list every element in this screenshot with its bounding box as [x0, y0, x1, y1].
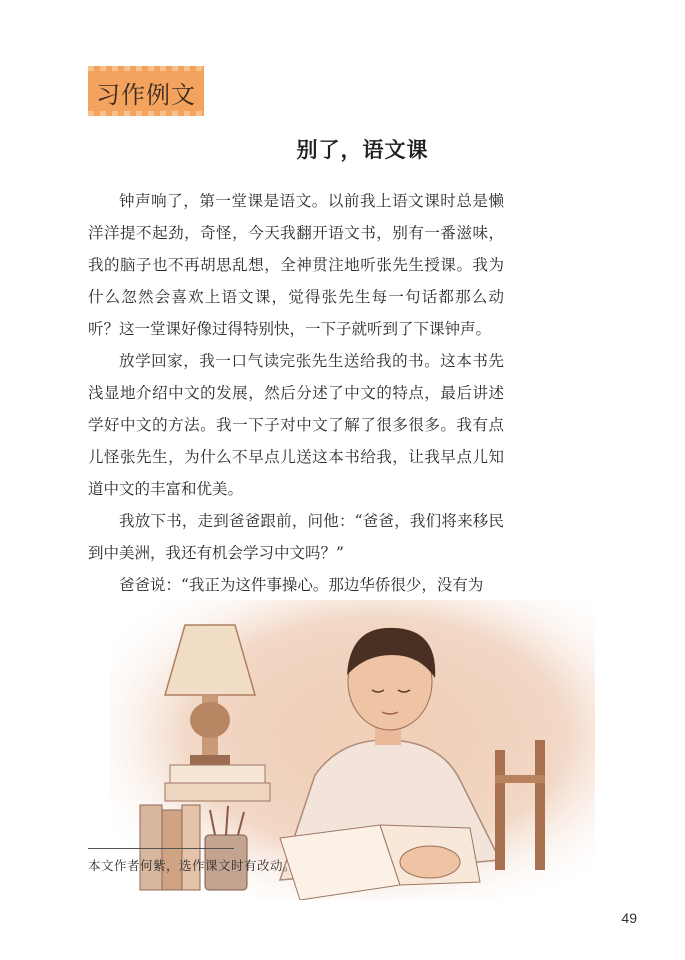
footnote-divider: [88, 848, 234, 849]
paragraph-2: 放学回家，我一口气读完张先生送给我的书。这本书先浅显地介绍中文的发展，然后分述了中文的特点，最后讲述学好中文的方法。我一下子对中文了解了很多很多。我有点儿怪张先生，为什么不早点儿送这本书给我，让我早点儿知道中文的丰富和优美。: [88, 352, 504, 498]
banner-decor-bottom: [88, 111, 204, 116]
paragraph-1: 钟声响了，第一堂课是语文。以前我上语文课时总是懒洋洋提不起劲，奇怪，今天我翻开语文书，别有一番滋味，我的脑子也不再胡思乱想，全神贯注地听张先生授课。我为什么忽然会喜欢上语文课，觉得张先生每一句话都那么动听？这一堂课好像过得特别快，一下子就听到了下课钟声。: [88, 192, 504, 338]
banner-decor-top: [88, 66, 204, 71]
article-title: 别了，语文课: [296, 137, 429, 162]
paragraph-3: 我放下书，走到爸爸跟前，问他：“爸爸，我们将来移民到中美洲，我还有机会学习中文吗？”: [88, 512, 504, 562]
section-label: 习作例文: [96, 81, 196, 109]
paragraph-4: 爸爸说：“我正为这件事操心。那边华侨很少，没有为: [119, 576, 484, 594]
section-label-banner: [88, 66, 204, 116]
article-body: [88, 185, 504, 601]
boy-reading-illustration: [110, 600, 595, 900]
footnote: 本文作者何紫，选作课文时有改动。: [88, 858, 297, 873]
page-number: 49: [621, 910, 637, 926]
